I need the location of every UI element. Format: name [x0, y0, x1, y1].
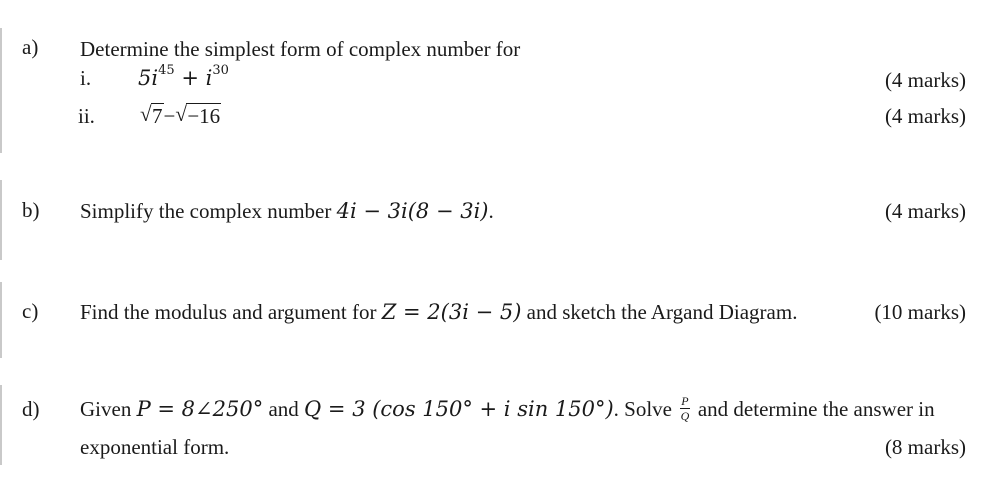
question-a-part-ii-num: ii.: [78, 104, 95, 128]
question-d-line-2: exponential form.: [80, 435, 230, 459]
fraction-denominator: Q: [680, 408, 690, 423]
question-c-marks: (10 marks): [874, 300, 966, 324]
expr-exponent-2: 30: [212, 63, 229, 78]
question-b-label: b): [22, 198, 40, 222]
margin-bar-c: [0, 282, 2, 358]
question-d-label: d): [22, 397, 40, 421]
margin-bar-d: [0, 385, 2, 465]
question-d-mid: and: [263, 397, 305, 421]
question-b-expr: 4i − 3i(8 − 3i): [336, 199, 489, 223]
question-a-part-ii-marks: (4 marks): [884, 104, 966, 128]
margin-bar-a: [0, 28, 2, 153]
sqrt-2: √ −16: [175, 102, 221, 128]
question-a-text: Determine the simplest form of complex number for: [80, 37, 521, 61]
expr-base: 5i: [138, 66, 159, 90]
question-b-marks: (4 marks): [884, 199, 966, 223]
fraction-numerator: P: [681, 393, 689, 408]
expr-exponent-1: 45: [158, 63, 175, 78]
sqrt-1-radicand: 7: [152, 104, 163, 128]
question-c-expr: Z = 2(3i − 5): [381, 300, 522, 324]
question-b-text: [80, 199, 494, 224]
question-d-suffix: and determine the answer in: [692, 397, 935, 421]
question-d-text: [80, 393, 935, 425]
question-b-suffix: .: [488, 199, 494, 223]
question-c-label: c): [22, 299, 39, 323]
question-d-prefix: Given: [80, 397, 137, 421]
question-d-expr-2: Q = 3 (cos 150° + i sin 150°): [304, 397, 614, 421]
question-d-marks: (8 marks): [884, 435, 966, 459]
question-a-part-i-marks: (4 marks): [884, 68, 966, 92]
sqrt-2-radicand: −16: [187, 104, 221, 128]
margin-bar-b: [0, 180, 2, 260]
question-b-prefix: Simplify the complex number: [80, 199, 337, 223]
question-a-label: a): [22, 35, 39, 59]
question-d-solve: . Solve: [613, 397, 678, 421]
question-d-expr-1: P = 8∠250°: [136, 397, 264, 421]
question-a-part-i-expr: [138, 63, 229, 90]
question-c-suffix: and sketch the Argand Diagram.: [521, 300, 798, 324]
sqrt-1: √ 7: [140, 102, 163, 128]
question-c-prefix: Find the modulus and argument for: [80, 300, 382, 324]
question-c-text: [80, 300, 797, 325]
question-a-part-ii-expr: [140, 104, 221, 129]
expr-plus: +: [181, 66, 199, 90]
question-a-part-i-num: i.: [80, 66, 92, 90]
expr-base-2: i: [205, 66, 213, 90]
question-d-fraction: [680, 395, 689, 422]
expr-minus: −: [163, 104, 176, 128]
